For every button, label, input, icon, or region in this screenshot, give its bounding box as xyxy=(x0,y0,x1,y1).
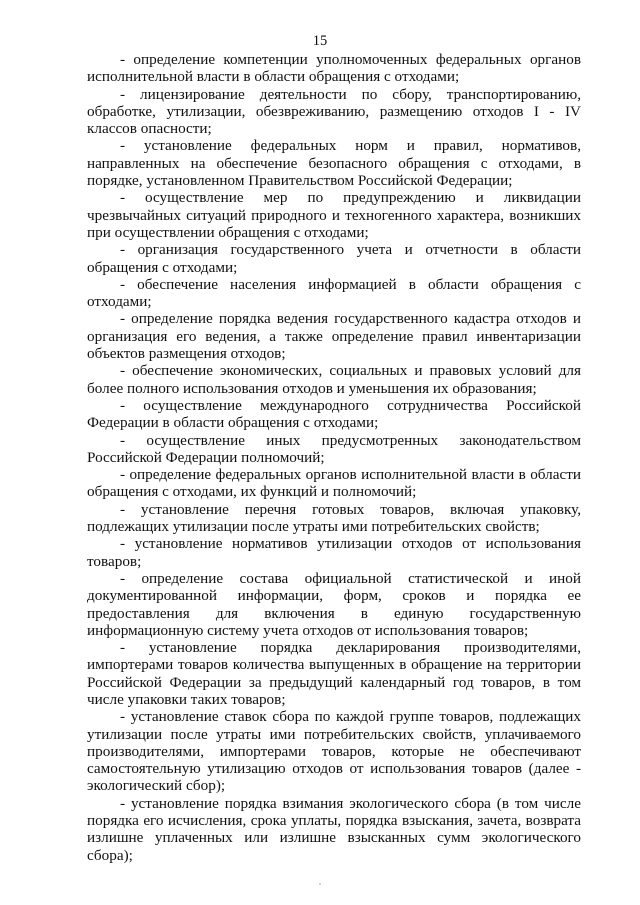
list-item: - осуществление мер по предупреждению и ликвидации чрезвычайных ситуаций природного и техногенного характера, возникших при осуществлении обращения с отходами; xyxy=(87,189,581,241)
page-number: 15 xyxy=(312,33,328,49)
scan-speck xyxy=(319,883,321,885)
document-body xyxy=(87,51,581,864)
list-item: - организация государственного учета и отчетности в области обращения с отходами; xyxy=(87,241,581,276)
list-item: - лицензирование деятельности по сбору, транспортированию, обработке, утилизации, обезвреживанию, размещению отходов I - IV классов опасности; xyxy=(87,85,581,138)
list-item: - установление ставок сбора по каждой группе товаров, подлежащих утилизации после утраты ими потребительских свойств, уплачиваемого производителями, импортерами товаров, которые не обеспечивают самостоятельную утилизацию отходов от использования товаров (далее - экологический сбор); xyxy=(87,708,581,795)
list-item: - определение состава официальной статистической и иной документированной информации, форм, сроков и порядка ее предоставления для включения в единую государственную информационную систему учета отходов от использования товаров; xyxy=(87,569,581,639)
list-item: - обеспечение населения информацией в области обращения с отходами; xyxy=(87,275,581,311)
list-item: - определение федеральных органов исполнительной власти в области обращения с отходами, их функций и полномочий; xyxy=(87,466,581,501)
list-item: - осуществление иных предусмотренных законодательством Российской Федерации полномочий; xyxy=(87,431,581,466)
list-item: - обеспечение экономических, социальных и правовых условий для более полного использования отходов и уменьшения их образования; xyxy=(87,362,581,397)
list-item: - установление перечня готовых товаров, включая упаковку, подлежащих утилизации после утраты ими потребительских свойств; xyxy=(87,500,581,536)
list-item: - установление нормативов утилизации отходов от использования товаров; xyxy=(87,535,581,570)
list-item: - осуществление международного сотрудничества Российской Федерации в области обращения с отходами; xyxy=(87,396,581,432)
list-item: - установление порядка декларирования производителями, импортерами товаров количества выпущенных в обращение на территории Российской Федерации за предыдущий календарный год товаров, в том числе упаковки таких товаров; xyxy=(87,639,581,708)
list-item: - определение компетенции уполномоченных федеральных органов исполнительной власти в области обращения с отходами; xyxy=(87,51,581,86)
list-item: - установление федеральных норм и правил, нормативов, направленных на обеспечение безопасного обращения с отходами, в порядке, установленном Правительством Российской Федерации; xyxy=(87,137,581,190)
list-item: - установление порядка взимания экологического сбора (в том числе порядка его исчисления, срока уплаты, порядка взыскания, зачета, возврата излишне уплаченных или излишне взысканных сумм экологического сбора); xyxy=(87,794,581,864)
list-item: - определение порядка ведения государственного кадастра отходов и организация его ведения, а также определение правил инвентаризации объектов размещения отходов; xyxy=(87,310,581,363)
